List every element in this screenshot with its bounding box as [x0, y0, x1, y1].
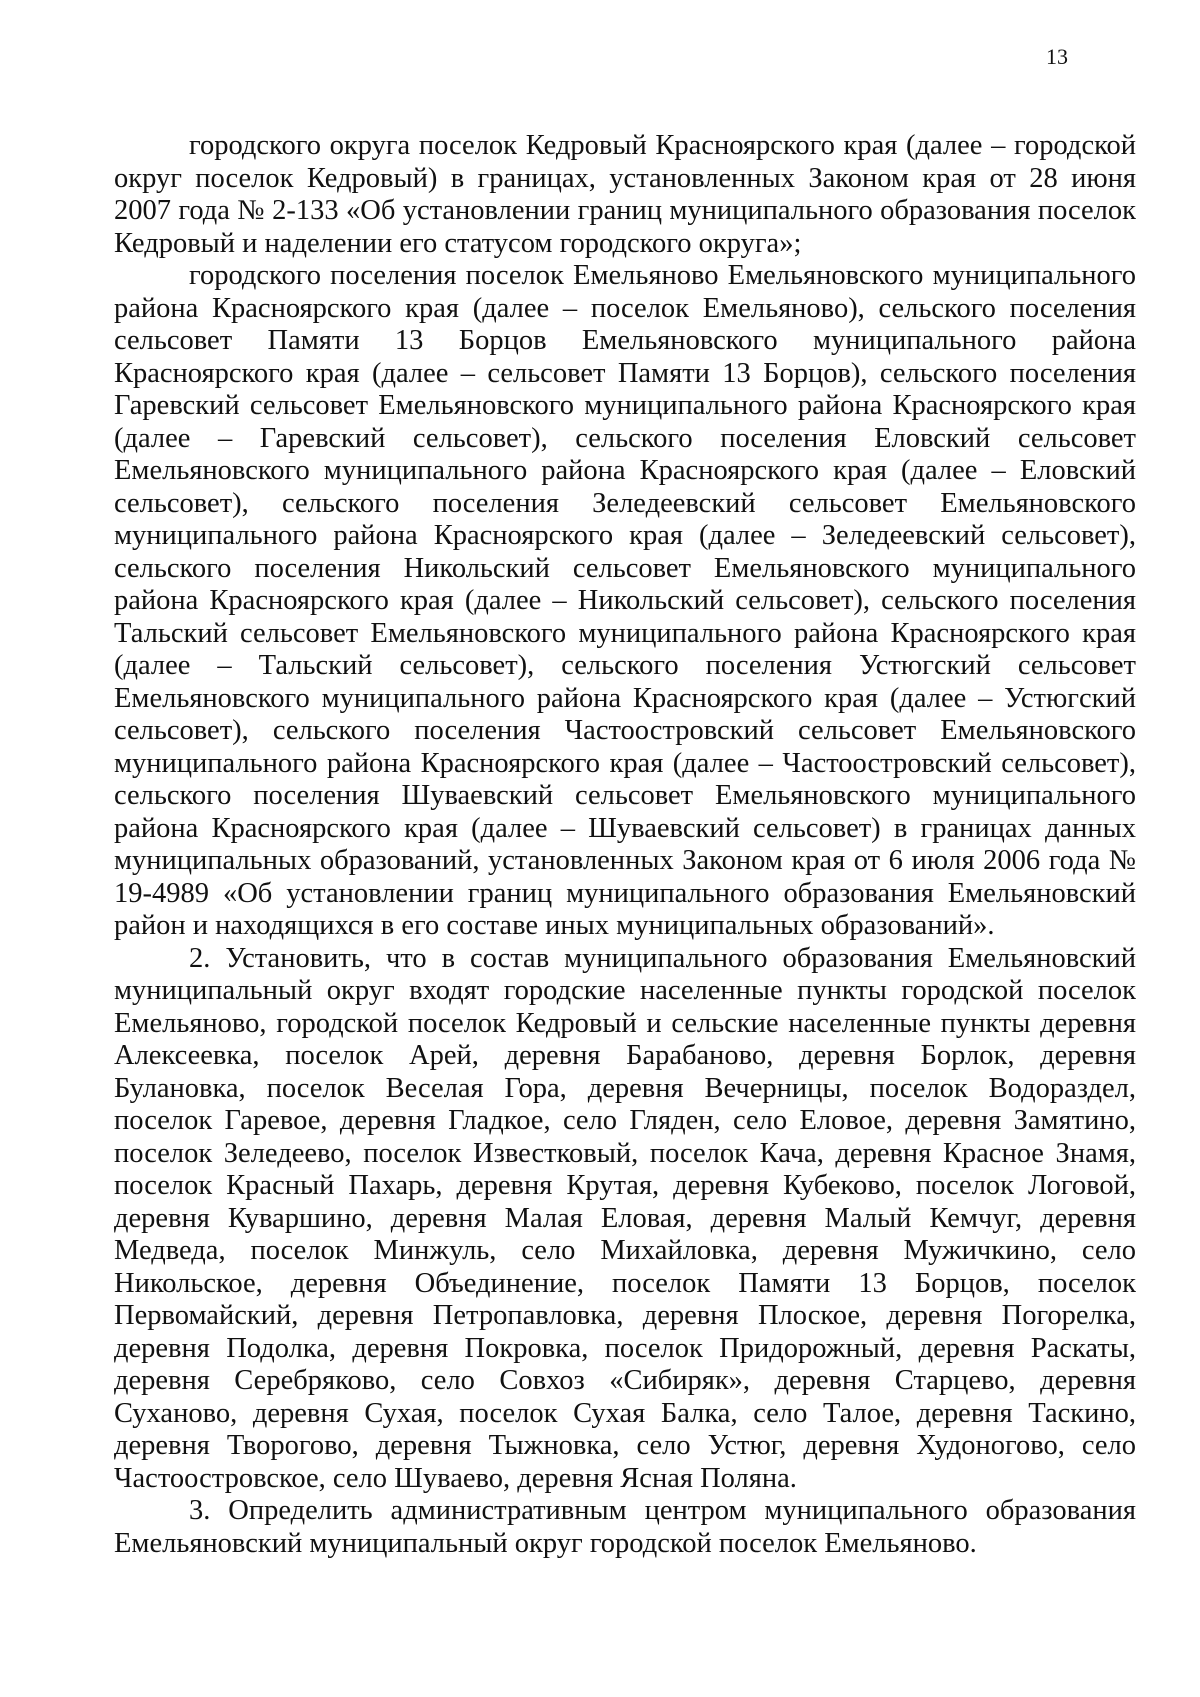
page-number: 13 — [1046, 44, 1068, 69]
document-body — [114, 130, 1136, 1560]
paragraph-settlements: городского поселения поселок Емельяново Емельяновского муниципального района Красноярского края (далее – поселок Емельяново), сельского поселения сельсовет Памяти 13 Борцов Емельяновского муниципального района Красноярского края (далее – сельсовет Памяти 13 Борцов), сельского поселения Гаревский сельсовет Емельяновского муниципального района Красноярского края (далее – Гаревский сельсовет), сельского поселения Еловский сельсовет Емельяновского муниципального района Красноярского края (далее – Еловский сельсовет), сельского поселения Зеледеевский сельсовет Емельяновского муниципального района Красноярского края (далее – Зеледеевский сельсовет), сельского поселения Никольский сельсовет Емельяновского муниципального района Красноярского края (далее – Никольский сельсовет), сельского поселения Тальский сельсовет Емельяновского муниципального района Красноярского края (далее – Тальский сельсовет), сельского поселения Устюгский сельсовет Емельяновского муниципального района Красноярского края (далее – Устюгский сельсовет), сельского поселения Частоостровский сельсовет Емельяновского муниципального района Красноярского края (далее – Частоостровский сельсовет), сельского поселения Шуваевский сельсовет Емельяновского муниципального района Красноярского края (далее – Шуваевский сельсовет) в границах данных муниципальных образований, установленных Законом края от 6 июля 2006 года № 19-4989 «Об установлении границ муниципального образования Емельяновский район и находящихся в его составе иных муниципальных образований». — [114, 260, 1136, 941]
paragraph-item-3: 3. Определить административным центром муниципального образования Емельяновский муниципальный округ городской поселок Емельяново. — [114, 1495, 1136, 1559]
paragraph-kedrovy: городского округа поселок Кедровый Красноярского края (далее – городской округ поселок Кедровый) в границах, установленных Законом края от 28 июня 2007 года № 2-133 «Об установлении границ муниципального образования поселок Кедровый и наделении его статусом городского округа»; — [114, 130, 1136, 259]
paragraph-item-2: 2. Установить, что в состав муниципального образования Емельяновский муниципальный округ входят городские населенные пункты городской поселок Емельяново, городской поселок Кедровый и сельские населенные пункты деревня Алексеевка, поселок Арей, деревня Барабаново, деревня Борлок, деревня Булановка, поселок Веселая Гора, деревня Вечерницы, поселок Водораздел, поселок Гаревое, деревня Гладкое, село Гляден, село Еловое, деревня Замятино, поселок Зеледеево, поселок Известковый, поселок Кача, деревня Красное Знамя, поселок Красный Пахарь, деревня Крутая, деревня Кубеково, поселок Логовой, деревня Куваршино, деревня Малая Еловая, деревня Малый Кемчуг, деревня Медведа, поселок Минжуль, село Михайловка, деревня Мужичкино, село Никольское, деревня Объединение, поселок Памяти 13 Борцов, поселок Первомайский, деревня Петропавловка, деревня Плоское, деревня Погорелка, деревня Подолка, деревня Покровка, поселок Придорожный, деревня Раскаты, деревня Серебряково, село Совхоз «Сибиряк», деревня Старцево, деревня Суханово, деревня Сухая, поселок Сухая Балка, село Талое, деревня Таскино, деревня Творогово, деревня Тыжновка, село Устюг, деревня Худоногово, село Частоостровское, село Шуваево, деревня Ясная Поляна. — [114, 942, 1136, 1494]
